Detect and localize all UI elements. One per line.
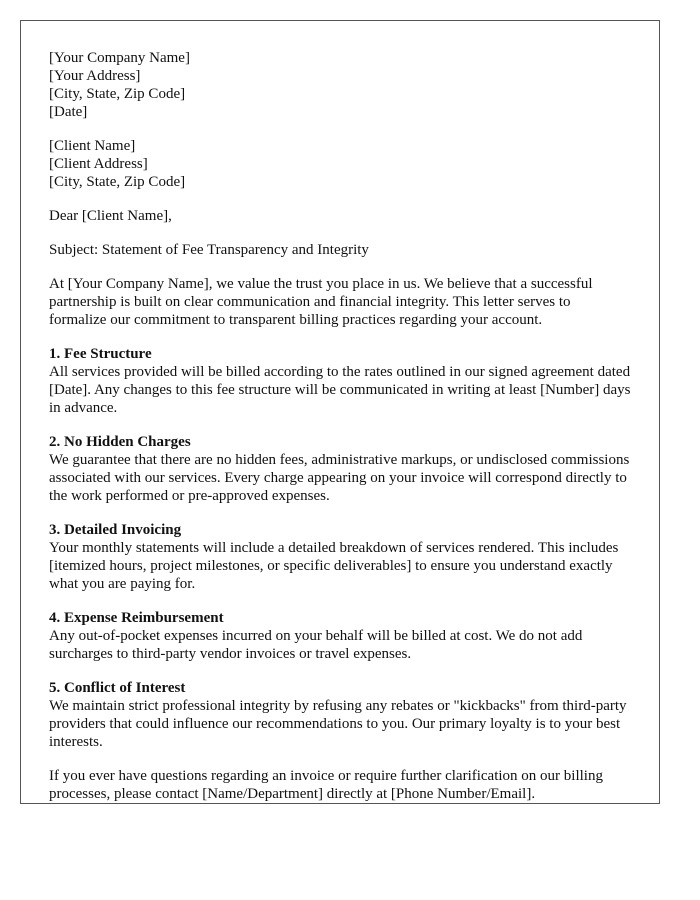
section-body: We guarantee that there are no hidden fees, administrative markups, or undisclosed commissions associated with our services. Every charge appearing on your invoice will correspond directly to the work performed or pre-approved expenses. [49,452,630,504]
section-no-hidden-charges [49,433,631,505]
section-title: 5. Conflict of Interest [49,680,186,696]
sender-city-state-zip: [City, State, Zip Code] [49,86,186,102]
recipient-city-state-zip: [City, State, Zip Code] [49,174,186,190]
subject-line: Subject: Statement of Fee Transparency and Integrity [49,242,369,258]
salutation: Dear [Client Name], [49,208,172,224]
section-conflict-of-interest [49,679,631,751]
section-body: All services provided will be billed according to the rates outlined in our signed agreement dated [Date]. Any changes to this fee structure will be communicated in writing at least [Number] days in advance. [49,364,631,416]
recipient-address: [Client Address] [49,156,148,172]
section-body: Your monthly statements will include a detailed breakdown of services rendered. This includes [itemized hours, project milestones, or specific deliverables] to ensure you understand exactly what you are paying for. [49,540,619,592]
recipient-name: [Client Name] [49,138,136,154]
section-title: 1. Fee Structure [49,346,152,362]
sender-address: [Your Address] [49,68,141,84]
section-expense-reimbursement [49,609,631,663]
recipient-block [49,137,631,191]
letter-date: [Date] [49,104,88,120]
section-fee-structure [49,345,631,417]
closing-paragraph: If you ever have questions regarding an invoice or require further clarification on our billing processes, please contact [Name/Department] directly at [Phone Number/Email]. [49,768,603,802]
section-title: 2. No Hidden Charges [49,434,191,450]
section-detailed-invoicing [49,521,631,593]
section-title: 4. Expense Reimbursement [49,610,224,626]
intro-paragraph: At [Your Company Name], we value the trust you place in us. We believe that a successful partnership is built on clear communication and financial integrity. This letter serves to formalize our commitment to transparent billing practices regarding your account. [49,276,593,328]
letter-page [20,20,660,804]
section-body: Any out-of-pocket expenses incurred on your behalf will be billed at cost. We do not add surcharges to third-party vendor invoices or travel expenses. [49,628,583,662]
section-title: 3. Detailed Invoicing [49,522,182,538]
sender-company: [Your Company Name] [49,50,190,66]
section-body: We maintain strict professional integrity by refusing any rebates or "kickbacks" from third-party providers that could influence our recommendations to you. Our primary loyalty is to your best interests. [49,698,627,750]
sender-block [49,49,631,121]
